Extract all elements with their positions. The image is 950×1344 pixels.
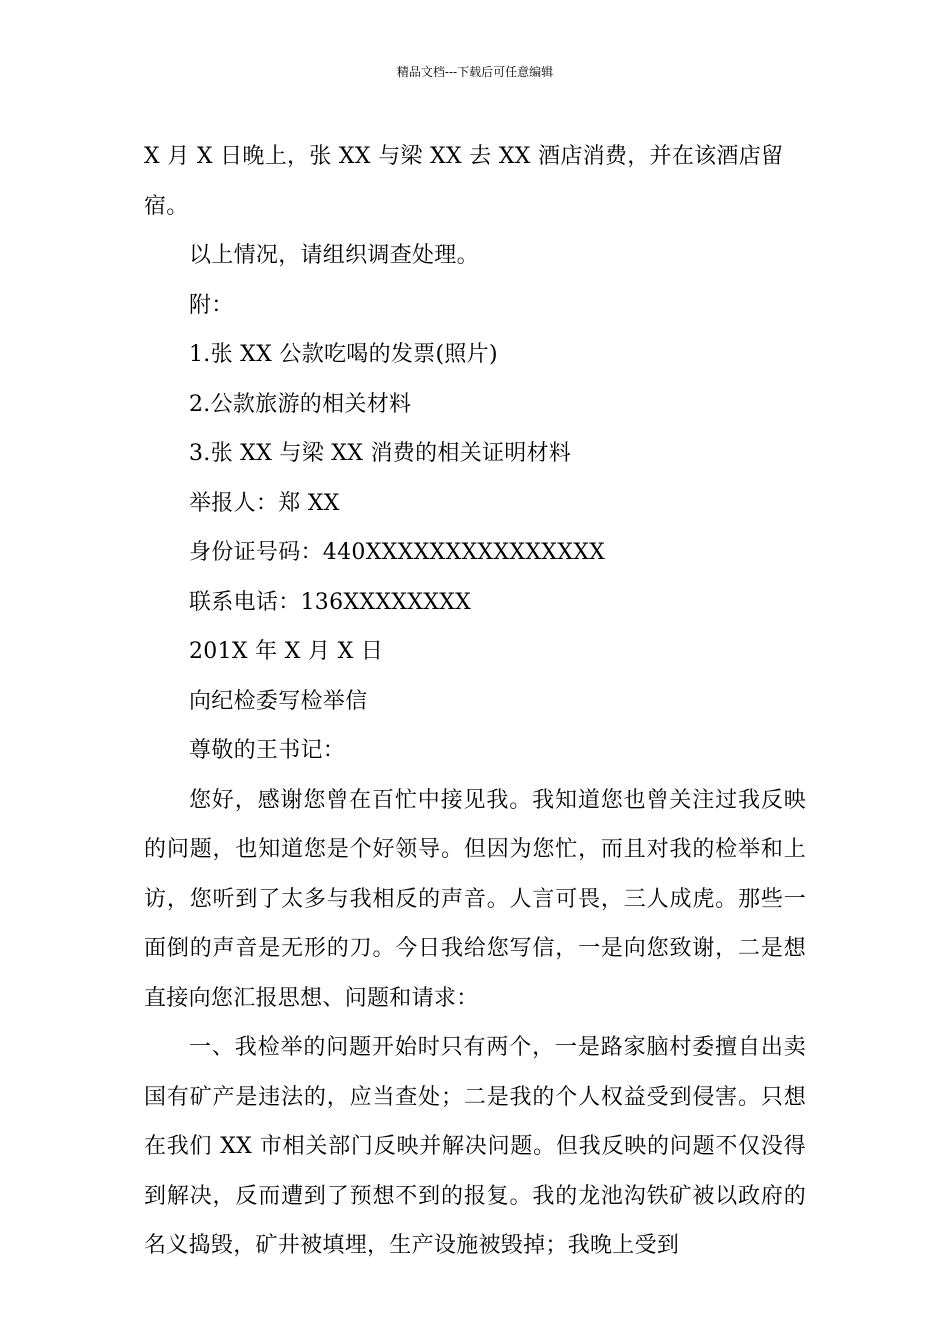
reporter-phone: 联系电话：136XXXXXXXX: [189, 589, 472, 615]
reporter-id-number: 身份证号码：440XXXXXXXXXXXXXXX: [189, 540, 606, 565]
paragraph-greeting: 您好，感谢您曾在百忙中接见我。我知道您也曾关注过我反映的问题，也知道您是个好领导。但因为您忙，而且对我的检举和上访，您听到了太多与我相反的声音。人言可畏，三人成虎。那些一面倒的声音是无形的刀。今日我给您写信，一是向您致谢，二是想直接向您汇报思想、问题和请求：: [144, 787, 806, 1011]
section-title: 向纪检委写检举信: [189, 688, 368, 714]
attachment-item-2: 2.公款旅游的相关材料: [189, 391, 412, 417]
document-body: [144, 132, 806, 1271]
reporter-name: 举报人：郑 XX: [189, 490, 340, 516]
page-header: 精品文档---下载后可任意编辑: [396, 65, 554, 79]
paragraph-request: 以上情况，请组织调查处理。: [189, 243, 479, 268]
attachment-heading: 附：: [189, 292, 234, 318]
paragraph-point-one: 一、我检举的问题开始时只有两个，一是路家脑村委擅自出卖国有矿产是违法的，应当查处；二是我的个人权益受到侵害。只想在我们 XX 市相关部门反映并解决问题。但我反映的问题不仅没得到解决，反而遭到了预想不到的报复。我的龙池沟铁矿被以政府的名义捣毁，矿井被填埋，生产设施被毁掉；我晚上受到: [144, 1035, 806, 1258]
attachment-item-1: 1.张 XX 公款吃喝的发票(照片): [189, 342, 498, 367]
paragraph-continuation: X 月 X 日晚上，张 XX 与梁 XX 去 XX 酒店消费，并在该酒店留宿。: [144, 144, 784, 219]
attachment-item-3: 3.张 XX 与梁 XX 消费的相关证明材料: [189, 441, 572, 466]
salutation: 尊敬的王书记：: [189, 738, 346, 763]
report-date: 201X 年 X 月 X 日: [189, 639, 384, 664]
